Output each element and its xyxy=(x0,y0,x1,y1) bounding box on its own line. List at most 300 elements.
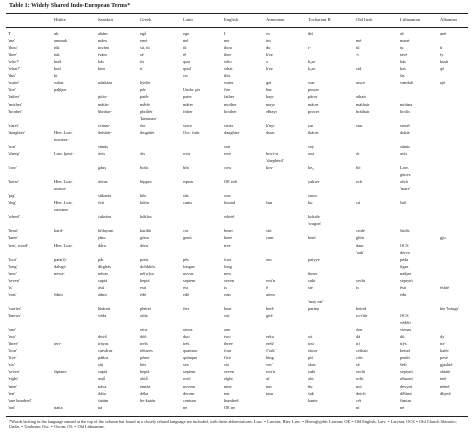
column-header: Hittite xyxy=(54,17,66,22)
table-cell: hýdōr xyxy=(140,80,151,86)
table-cell: dhjetë xyxy=(440,390,451,396)
table-row xyxy=(6,391,468,396)
table-cell: fert xyxy=(183,305,190,311)
table-cell: bear xyxy=(224,305,232,311)
table-cell: śatám xyxy=(98,397,109,403)
table-cell: aštuonì xyxy=(400,376,413,382)
table-row xyxy=(6,250,468,255)
table-cell: māter xyxy=(183,101,193,107)
table-cell: cis xyxy=(183,73,188,79)
table-cell: estí xyxy=(140,284,147,290)
table-cell: šiptam- xyxy=(54,369,68,375)
table-cell: dáśa xyxy=(98,390,106,396)
table-row xyxy=(6,264,468,269)
gloss-cell: 'heart' xyxy=(8,228,19,234)
table-cell: yakwe xyxy=(308,179,320,185)
table-cell: hur xyxy=(266,87,272,93)
gloss-cell: 'knows' xyxy=(8,313,22,318)
table-cell: sūnúṣ xyxy=(98,143,109,149)
table-cell: sūs xyxy=(183,193,189,199)
table-cell: ech xyxy=(356,179,363,185)
table-cell: octō xyxy=(183,376,191,382)
table-cell: dustr xyxy=(266,129,275,135)
table-cell: daughter xyxy=(224,129,240,135)
table-cell: 'may eat' xyxy=(308,298,324,304)
table-cell: që xyxy=(440,66,445,72)
table-cell: pénte xyxy=(140,355,150,361)
table-row xyxy=(6,306,468,311)
table-cell: mótina xyxy=(400,101,413,107)
table-cell: deich xyxy=(356,390,366,396)
table-cell: ku xyxy=(308,200,313,206)
table-cell: emé xyxy=(140,38,148,44)
table-cell: trēs xyxy=(183,341,190,347)
table-cell: fire xyxy=(224,87,231,93)
table-cell: ty xyxy=(440,52,444,58)
table-cell: ewt'n xyxy=(266,369,276,375)
table-cell: cethair xyxy=(356,348,368,354)
table-cell: brolis xyxy=(400,108,411,114)
table-cell: dẽšimt xyxy=(400,390,412,396)
column-header: Greek xyxy=(140,17,152,22)
gloss-cell: 'two' xyxy=(8,334,17,340)
table-cell: pā́t xyxy=(98,256,104,262)
table-cell: natta xyxy=(54,404,63,410)
table-cell: hing xyxy=(266,355,274,361)
table-cell: kím xyxy=(98,66,105,72)
gloss-cell: 'what?' xyxy=(8,66,21,72)
table-cell: tree xyxy=(224,242,231,248)
table-cell: ní xyxy=(356,404,360,410)
table-cell: keᵤ xyxy=(308,164,314,170)
table-cell: catvā́ras xyxy=(98,348,113,354)
table-cell: šis xyxy=(400,73,405,79)
table-cell: im xyxy=(266,38,271,44)
table-cell: duhitár- xyxy=(98,129,112,135)
table-cell: 'oak' xyxy=(356,249,364,255)
table-cell: heptá xyxy=(140,369,150,375)
table-cell: erek' xyxy=(266,341,275,347)
table-cell: otn xyxy=(266,256,272,262)
gloss-cell: 'long' xyxy=(8,263,18,269)
table-cell: sirt xyxy=(266,228,272,234)
table-row xyxy=(6,45,468,50)
table-cell: procer xyxy=(308,108,320,114)
table-row xyxy=(6,200,468,205)
table-cell: secht xyxy=(356,369,366,375)
table-cell: septynì xyxy=(400,369,413,375)
table-cell: sé xyxy=(356,362,360,368)
gloss-cell: 'fire' xyxy=(8,87,16,93)
table-cell: kard- xyxy=(54,228,64,234)
table-cell: es xyxy=(266,31,270,36)
table-row xyxy=(6,66,468,71)
table-cell: tū xyxy=(183,45,187,51)
table-row xyxy=(6,320,468,325)
table-cell: cakrám xyxy=(98,214,111,220)
table-cell: long xyxy=(224,263,232,269)
table-cell: cét xyxy=(356,397,362,403)
gloss-cell: 'six' xyxy=(8,362,15,368)
table-cell: edō xyxy=(183,291,190,297)
table-cell: this xyxy=(224,73,231,79)
table-cell: ovis xyxy=(183,150,191,156)
table-cell: eight xyxy=(224,376,233,382)
table-cell: kás xyxy=(98,59,104,65)
table-cell: one xyxy=(224,327,231,333)
gloss-cell: 'horse' xyxy=(8,179,20,185)
table-cell: four xyxy=(224,348,232,354)
table-cell: centum xyxy=(183,397,196,403)
table-row xyxy=(6,172,468,177)
table-cell: téttares xyxy=(140,348,153,354)
gloss-cell: 'three' xyxy=(8,341,19,347)
table-row xyxy=(6,151,468,156)
table-cell: tuvám xyxy=(98,45,109,51)
table-cell: šuõ xyxy=(400,200,407,206)
table-row xyxy=(6,116,468,121)
table-cell: ujë xyxy=(440,80,446,86)
table-cell: noí xyxy=(356,383,362,389)
gloss-cell: 'carries' xyxy=(8,305,22,311)
table-row xyxy=(6,243,468,248)
table-cell: ñuwe xyxy=(308,270,318,276)
table-cell: dy xyxy=(440,334,445,340)
table-cell: bhrátar- xyxy=(98,108,112,114)
gloss-cell: 'pig' xyxy=(8,193,16,199)
table-cell: šešì xyxy=(400,362,407,368)
table-cell: dá xyxy=(356,334,361,340)
table-cell: pēs xyxy=(183,256,189,262)
table-cell: mācer xyxy=(308,101,319,107)
table-cell: treĩs xyxy=(140,341,148,347)
gloss-cell: 'me' xyxy=(8,38,15,44)
table-row xyxy=(6,292,468,297)
column-header: Albanian xyxy=(440,17,457,22)
table-row xyxy=(6,405,468,410)
column-header: Tocharian B xyxy=(308,17,331,22)
table-cell: paiyye xyxy=(308,256,320,262)
table-cell: vienas xyxy=(400,327,412,333)
table-cell: ėdu xyxy=(400,291,407,297)
table-cell: ṣkas xyxy=(308,362,316,368)
table-cell: svásar- xyxy=(98,122,111,128)
table-cell: nëntë xyxy=(440,383,450,389)
table-row xyxy=(6,31,468,36)
table-cell: piś xyxy=(308,355,314,361)
table-cell: ewt'n xyxy=(266,277,276,283)
table-cell: šimtas xyxy=(400,397,412,403)
table-cell: wit xyxy=(224,313,230,318)
table-row xyxy=(6,355,468,360)
table-row xyxy=(6,376,468,381)
table-cell: gju xyxy=(440,235,446,241)
table-cell: śtwer xyxy=(308,348,318,354)
table-cell: teri- xyxy=(54,341,62,347)
table-cell: Hier. Luw. xyxy=(54,129,73,135)
table-cell: udakám xyxy=(98,80,112,86)
table-cell: tuwatra- xyxy=(54,136,69,142)
table-cell: kᵤse xyxy=(308,66,316,72)
table-cell: bráthair xyxy=(356,108,370,114)
table-cell: mātár- xyxy=(98,101,110,107)
table-cell: dā́ru xyxy=(98,242,106,248)
table-cell: náva xyxy=(98,383,107,389)
table-cell: suwo xyxy=(308,193,318,199)
table-row xyxy=(6,313,468,318)
table-cell: tráyas xyxy=(98,341,109,347)
table-cell: tís xyxy=(140,59,145,65)
table-cell: I xyxy=(224,31,226,36)
table-cell: five xyxy=(224,355,231,361)
table-cell: keturì xyxy=(400,348,411,354)
table-cell: śak xyxy=(308,390,314,396)
table-cell: mother xyxy=(224,101,237,107)
table-cell: mé xyxy=(356,38,362,44)
table-cell: patḗr xyxy=(140,94,149,100)
table-cell: water xyxy=(224,80,234,86)
table-cell: boũs xyxy=(140,164,149,170)
table-cell: ñu xyxy=(308,383,313,389)
table-row xyxy=(6,186,468,191)
table-cell: né(w)os xyxy=(140,270,155,276)
table-cell: páñca xyxy=(98,355,109,361)
gloss-cell: 'four' xyxy=(8,348,17,354)
table-cell: k'ez xyxy=(266,52,273,58)
gloss-cell: 'one hundred' xyxy=(8,397,32,403)
table-cell: kardíā xyxy=(140,228,151,234)
column-header: Armenian xyxy=(266,17,285,22)
table-cell: ñiś xyxy=(308,31,314,36)
table-cell: kov xyxy=(266,164,273,170)
table-cell: seven xyxy=(224,369,234,375)
table-cell: sú, tú xyxy=(140,45,150,51)
table-cell: katër xyxy=(440,348,449,354)
table-row xyxy=(6,271,468,276)
column-header: Old Irish xyxy=(356,17,373,22)
table-cell: daur xyxy=(356,242,364,248)
gloss-cell: 'sheep' xyxy=(8,150,20,156)
table-cell: dúō xyxy=(140,334,147,340)
table-cell: pėda xyxy=(400,256,409,262)
table-cell: o xyxy=(266,59,269,65)
table-cell: decem xyxy=(183,390,195,396)
gloss-cell: 'new' xyxy=(8,270,17,276)
column-header: Sanskrit xyxy=(98,17,114,22)
gloss-cell: 'brother' xyxy=(8,108,23,114)
table-row xyxy=(6,130,468,135)
table-cell: kuiš xyxy=(54,59,62,65)
table-cell: tasn xyxy=(266,390,274,396)
table-cell: dīrghás xyxy=(98,263,111,269)
table-cell: ašvà xyxy=(400,179,408,185)
table-cell: ṣáṭ xyxy=(98,362,103,368)
table-cell: equus xyxy=(183,179,194,185)
table-cell: gùovs xyxy=(400,172,411,177)
gloss-cell: 'mother' xyxy=(8,101,23,107)
table-cell: knee xyxy=(224,235,233,241)
table-cell: tu xyxy=(400,45,404,51)
table-cell: cunr xyxy=(266,235,274,241)
table-cell: gónu xyxy=(140,235,149,241)
table-cell: ut' xyxy=(266,376,271,382)
table-row xyxy=(6,285,468,290)
gloss-cell: 'seven' xyxy=(8,277,20,283)
table-cell: hŕdayam xyxy=(98,228,114,234)
table-cell: bó xyxy=(356,164,361,170)
table-cell: 'wagon' xyxy=(308,221,322,227)
table-cell: Umbr. pir xyxy=(183,87,201,93)
table-cell: 'kinsman' xyxy=(140,115,157,121)
gloss-cell: 'son' xyxy=(8,143,16,149)
table-cell: mē xyxy=(183,38,189,44)
table-cell: OCS xyxy=(400,313,409,318)
gloss-cell: 'eight' xyxy=(8,376,19,382)
table-cell: devynì xyxy=(400,383,412,389)
table-cell: hovi-w xyxy=(266,150,279,156)
table-cell: get xyxy=(266,80,272,86)
header-rule xyxy=(6,27,468,28)
table-cell: novus xyxy=(183,270,194,276)
table-cell: sow xyxy=(224,193,232,199)
table-row xyxy=(6,59,468,64)
table-cell: canis xyxy=(183,200,193,206)
table-cell: ste xyxy=(308,284,313,290)
table-cell: shtatë xyxy=(440,369,451,375)
gloss-cell: 'thou' xyxy=(8,45,18,51)
table-cell: tvām xyxy=(98,52,107,58)
table-cell: vanduõ xyxy=(400,80,413,86)
table-cell: ná xyxy=(98,404,103,410)
table-row xyxy=(6,165,468,170)
table-cell: návas xyxy=(98,270,108,276)
table-cell: oktṓ xyxy=(140,376,148,382)
gloss-cell: 'tree, wood' xyxy=(8,242,29,248)
table-cell: cride xyxy=(356,228,365,234)
table-row xyxy=(6,228,468,233)
table-cell: seven xyxy=(224,277,234,283)
table-row xyxy=(6,327,468,332)
table-cell: aš xyxy=(400,31,404,36)
table-cell: wheel xyxy=(224,214,235,220)
table-cell: he-katón xyxy=(140,397,156,403)
table-cell: avìs xyxy=(400,150,408,156)
table-row xyxy=(6,257,468,262)
table-row xyxy=(6,73,468,78)
gloss-cell: 'daughter' xyxy=(8,129,25,135)
table-cell: utem xyxy=(266,291,275,297)
gloss-cell: 'who?' xyxy=(8,59,20,65)
table-cell: gitē xyxy=(266,313,273,318)
table-cell: nè xyxy=(400,404,405,410)
table-cell: -t xyxy=(356,52,359,58)
table-cell: cóic xyxy=(356,355,364,361)
gloss-cell: 'wheel' xyxy=(8,214,21,220)
table-cell: kokale xyxy=(308,214,320,220)
gloss-cell: 'not' xyxy=(8,404,16,410)
gloss-cell: 'seven' xyxy=(8,369,20,375)
table-cell: penkì xyxy=(400,355,410,361)
table-cell: ásti xyxy=(98,284,105,290)
table-cell: tūk xyxy=(54,45,60,51)
table-row xyxy=(6,123,468,128)
table-cell: kúklos xyxy=(140,214,152,220)
table-cell: pitár- xyxy=(98,94,108,100)
table-cell: paḫḫur xyxy=(54,87,67,93)
table-cell: new xyxy=(224,270,232,276)
table-cell: tavė xyxy=(400,52,408,58)
gloss-cell: 'water' xyxy=(8,80,20,86)
table-cell: vec' xyxy=(266,362,273,368)
table-row xyxy=(6,384,468,389)
table-cell: okt xyxy=(308,376,314,382)
table-cell: dervo xyxy=(400,249,410,255)
table-cell: pesë xyxy=(440,355,448,361)
table-cell: ennéa xyxy=(140,383,151,389)
table-cell: ṣar xyxy=(308,122,314,128)
table-cell: gjashtë xyxy=(440,362,453,368)
table-cell: sesuõ xyxy=(400,122,410,128)
gloss-cell: 'I' xyxy=(8,31,12,36)
table-cell: k'ez xyxy=(266,66,273,72)
table-cell: soy xyxy=(308,143,315,149)
table-row xyxy=(6,102,468,107)
table-cell: tetë xyxy=(440,376,447,382)
table-cell: saptá xyxy=(98,369,108,375)
table-row xyxy=(6,207,468,212)
table-row xyxy=(6,278,468,283)
gloss-cell: 'ten' xyxy=(8,390,15,396)
table-cell: tre xyxy=(440,341,445,347)
table-cell: ẽsti xyxy=(400,284,407,290)
table-cell: three xyxy=(224,341,233,347)
table-row xyxy=(6,221,468,226)
table-cell: awi xyxy=(308,150,315,156)
table-row xyxy=(6,158,468,163)
table-cell: OE ne xyxy=(224,404,236,410)
gloss-cell: 'sister' xyxy=(8,122,19,128)
table-cell: hũs xyxy=(140,193,147,199)
table-cell: héx xyxy=(140,362,147,368)
table-row xyxy=(6,193,468,198)
table-row xyxy=(6,348,468,353)
table-row xyxy=(6,52,468,57)
table-cell: dalugi- xyxy=(54,263,67,269)
table-cell: tē xyxy=(183,52,187,58)
table-cell: berē xyxy=(266,305,274,311)
table-cell: asuwa- xyxy=(54,186,67,192)
table-cell: what xyxy=(224,66,233,72)
gloss-cell: 'is' xyxy=(8,284,13,290)
table-cell: me xyxy=(224,38,230,44)
table-row xyxy=(6,299,468,304)
table-cell: septem xyxy=(183,277,196,283)
table-cell: pata(i)- xyxy=(54,256,67,262)
table-cell: unë xyxy=(440,31,447,36)
table-cell: sister xyxy=(224,122,234,128)
table-cell: pũr xyxy=(140,87,146,93)
gloss-cell: 'eats' xyxy=(8,291,17,297)
table-cell: Latv. xyxy=(400,164,409,170)
table-cell: genū xyxy=(183,235,192,241)
table-cell: beirid xyxy=(356,305,367,311)
table-cell: thee xyxy=(224,52,232,58)
table-cell: ói xyxy=(356,150,360,156)
table-cell: mayr xyxy=(266,101,276,107)
table-cell: septynì xyxy=(400,277,413,283)
table-cell: duktė xyxy=(400,129,410,135)
table-cell: war xyxy=(308,80,315,86)
